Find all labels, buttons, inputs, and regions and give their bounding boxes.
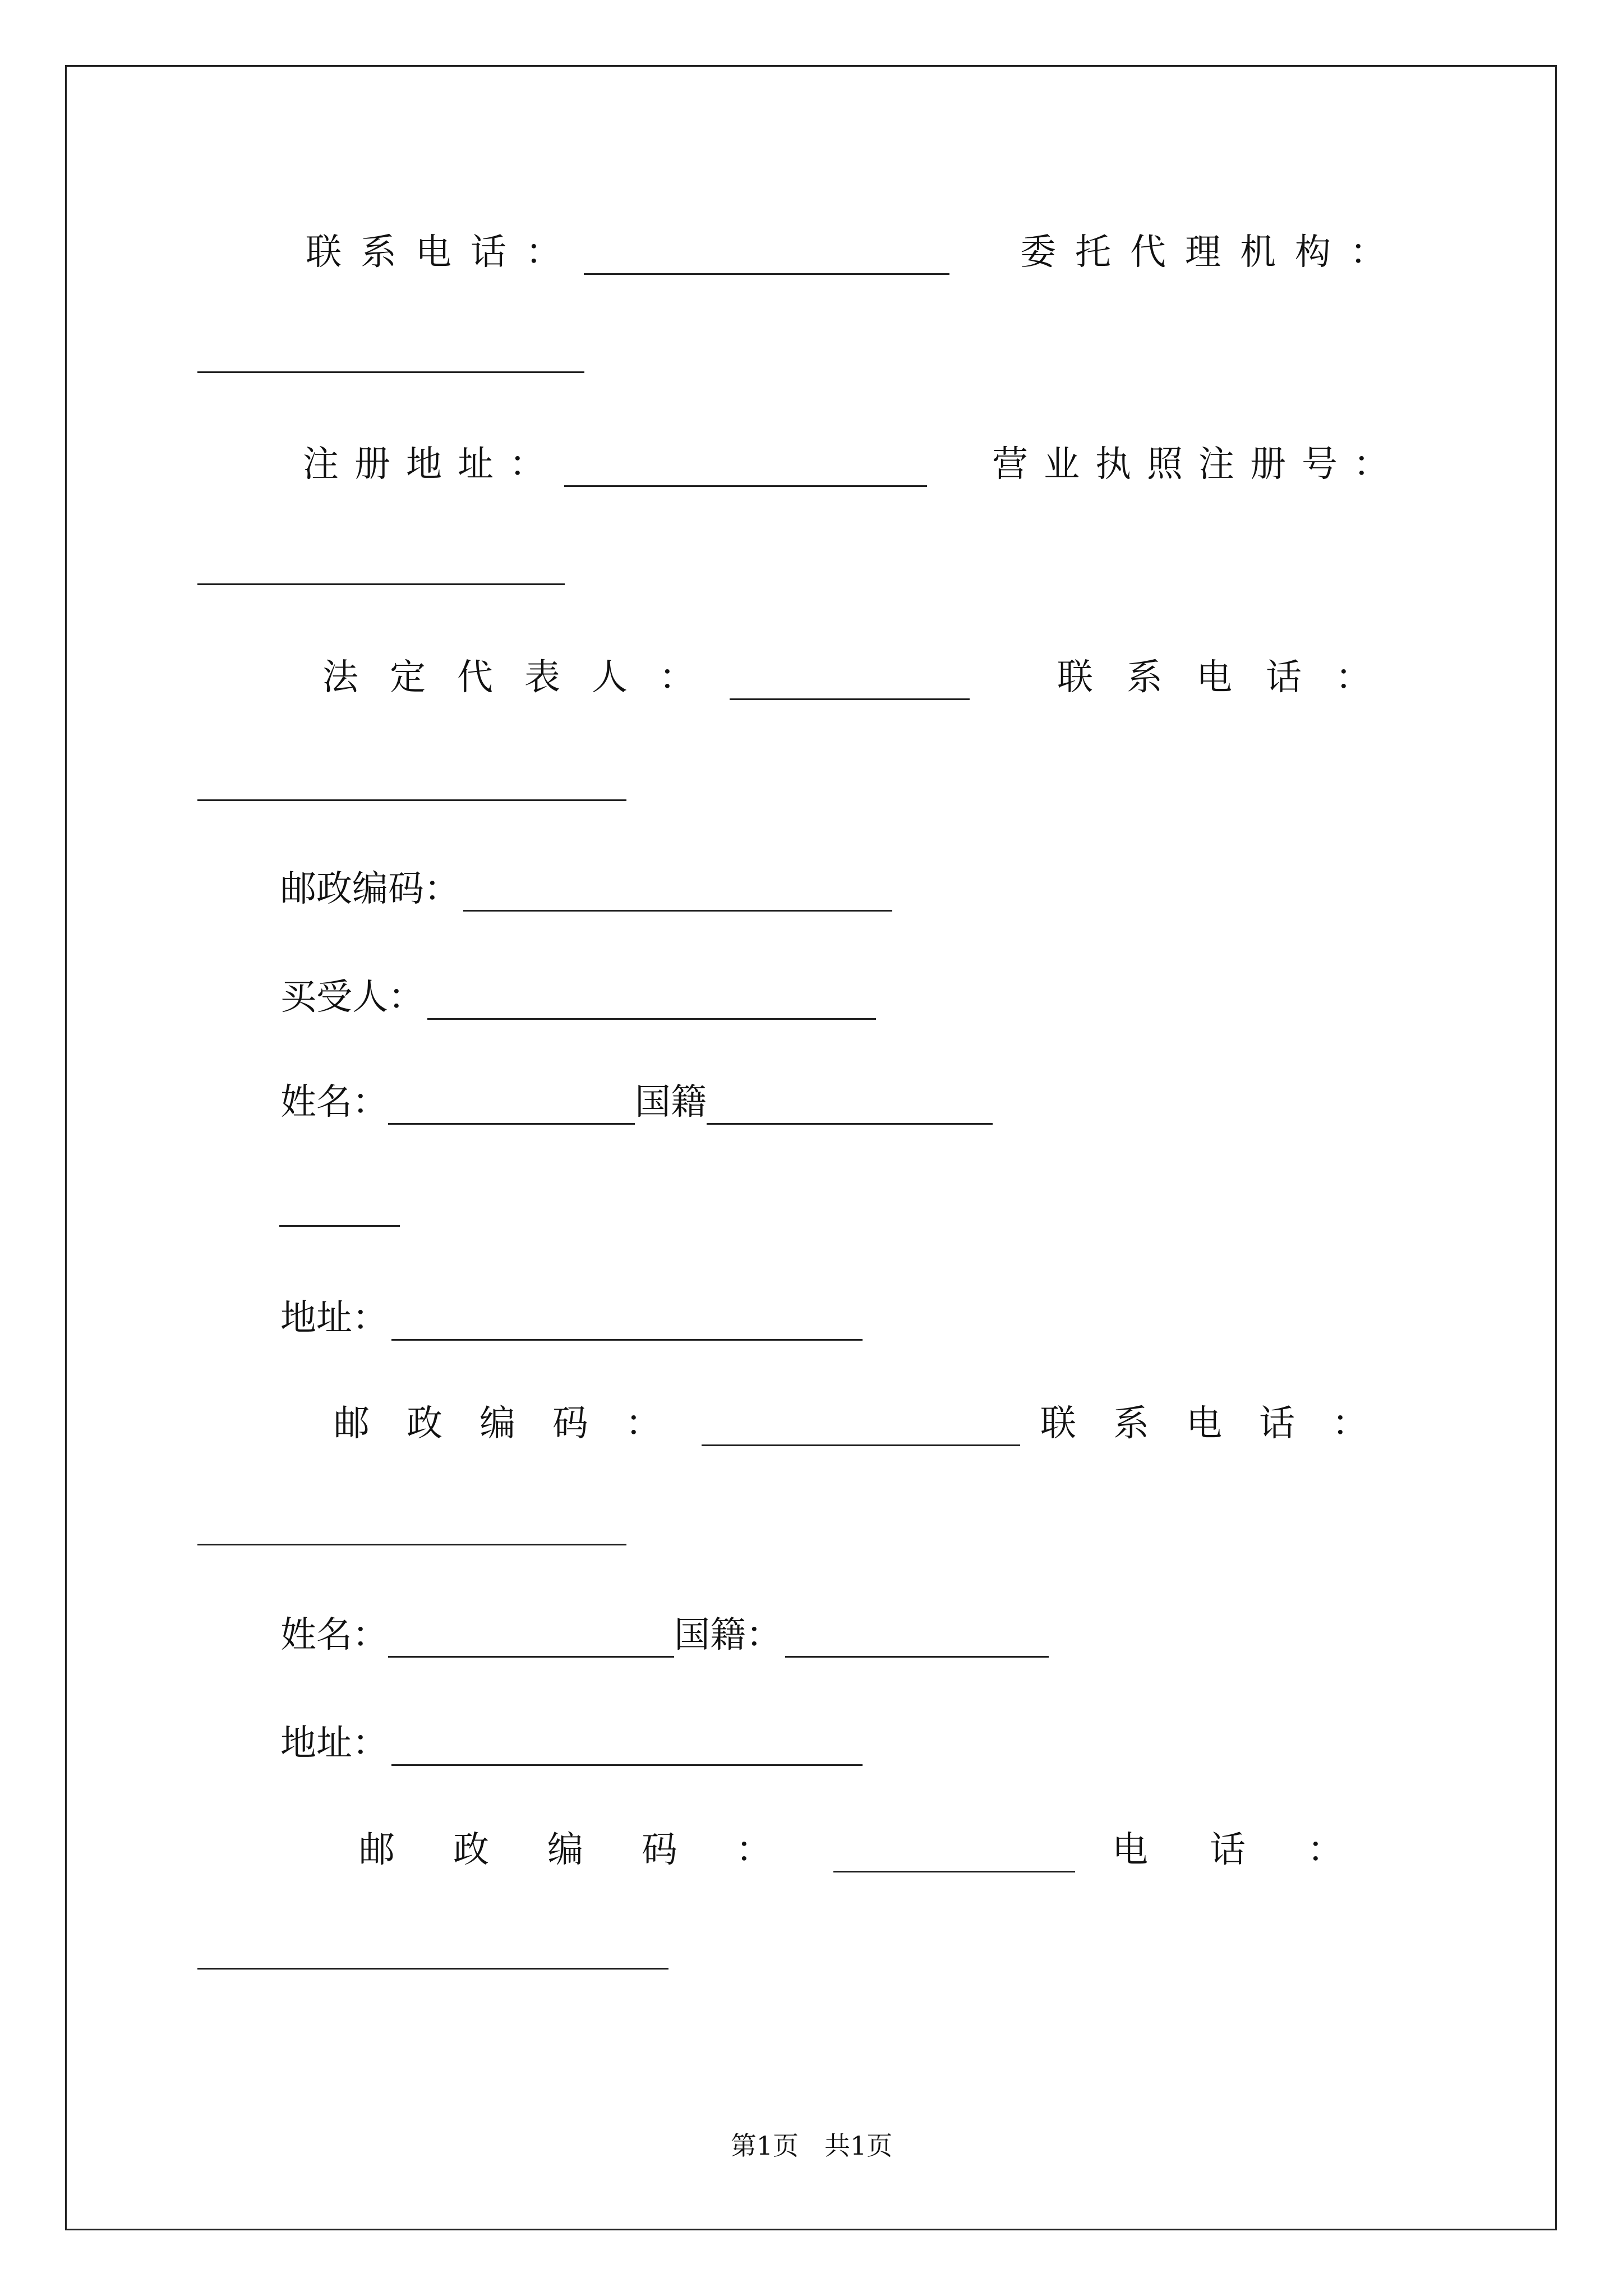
phone-field-1[interactable] — [197, 1544, 626, 1545]
address-label-1: 地址： — [280, 1297, 388, 1339]
phone-field-2[interactable] — [197, 1968, 668, 1970]
nationality-label-2: 国籍： — [674, 1614, 782, 1656]
legal-rep-phone-label: 联系电话： — [1057, 657, 1405, 698]
buyer-label: 买受人： — [280, 977, 424, 1018]
name-label-1: 姓名： — [280, 1082, 388, 1123]
legal-rep-row — [322, 655, 1405, 700]
name-nationality-row-1 — [280, 1080, 993, 1125]
phone-label-1: 联系电话： — [1040, 1403, 1405, 1444]
registered-address-row — [303, 442, 1405, 487]
postal-code-label: 邮政编码： — [280, 868, 460, 910]
nationality-label-1: 国籍 — [635, 1082, 707, 1123]
postal-phone-row-2 — [359, 1828, 1405, 1872]
license-number-field[interactable] — [197, 583, 565, 585]
phone-label-2: 电话： — [1112, 1829, 1405, 1871]
legal-rep-phone-field[interactable] — [197, 799, 626, 801]
name-field-1[interactable] — [388, 1089, 635, 1125]
postal-code-field[interactable] — [463, 876, 892, 912]
address-field-1[interactable] — [391, 1305, 863, 1341]
nationality-field-1-continued[interactable] — [279, 1225, 400, 1227]
legal-rep-label: 法定代表人： — [322, 657, 726, 698]
registered-address-label: 注册地址： — [303, 444, 561, 485]
license-number-label: 营业执照注册号： — [992, 444, 1405, 485]
address-label-2: 地址： — [280, 1723, 388, 1764]
page-border — [65, 65, 1557, 2230]
contact-phone-label: 联系电话： — [306, 232, 580, 273]
name-field-2[interactable] — [388, 1622, 674, 1658]
registered-address-field[interactable] — [564, 452, 927, 487]
buyer-row — [280, 975, 879, 1020]
postal-code-row — [280, 867, 896, 912]
agency-field[interactable] — [197, 371, 584, 373]
nationality-field-1[interactable] — [707, 1089, 993, 1125]
postal-phone-row-1 — [334, 1401, 1405, 1446]
address-row-1 — [280, 1296, 866, 1341]
postal-code-label-1: 邮政编码： — [334, 1403, 698, 1444]
name-nationality-row-2 — [280, 1613, 1052, 1658]
postal-code-field-2[interactable] — [833, 1837, 1075, 1872]
contact-phone-row — [306, 230, 1405, 275]
address-field-2[interactable] — [391, 1731, 863, 1766]
postal-code-label-2: 邮政编码： — [359, 1829, 830, 1871]
page-number-footer: 第1页 共1页 — [730, 2131, 893, 2161]
address-row-2 — [280, 1721, 866, 1766]
legal-rep-field[interactable] — [730, 665, 970, 700]
nationality-field-2[interactable] — [785, 1622, 1049, 1658]
postal-code-field-1[interactable] — [702, 1411, 1020, 1446]
name-label-2: 姓名： — [280, 1614, 388, 1656]
contact-phone-field[interactable] — [584, 240, 949, 275]
buyer-field[interactable] — [427, 984, 876, 1020]
agency-label: 委托代理机构： — [1020, 232, 1405, 273]
